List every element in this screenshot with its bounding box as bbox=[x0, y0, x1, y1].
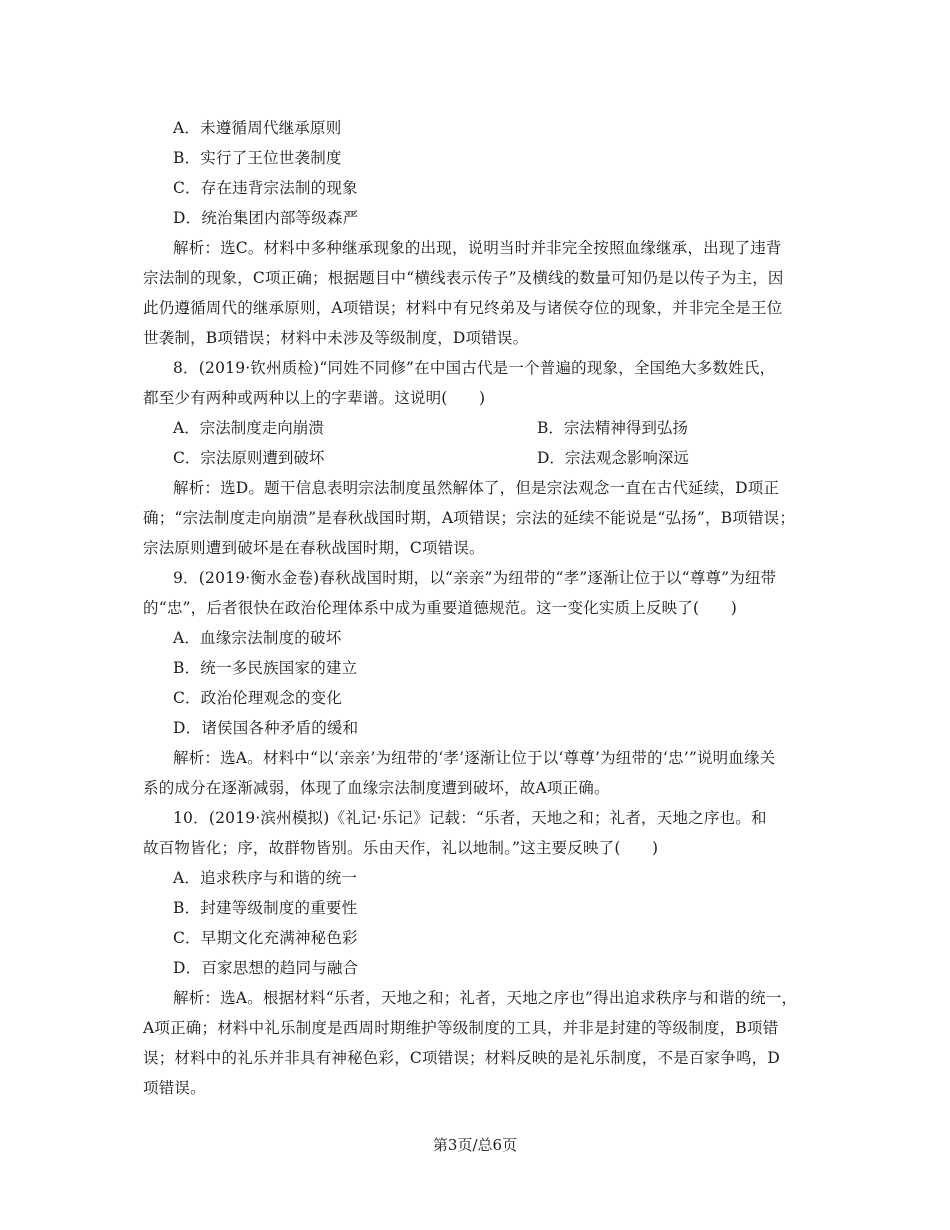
q8-option-a: A．宗法制度走向崩溃 bbox=[173, 419, 324, 437]
q8-analysis-line: 宗法原则遭到破坏是在春秋战国时期，C项错误。 bbox=[143, 539, 485, 557]
q10-option-b: B．封建等级制度的重要性 bbox=[173, 899, 358, 917]
q8-option-d: D．宗法观念影响深远 bbox=[537, 449, 689, 467]
q7-option-d: D．统治集团内部等级森严 bbox=[173, 209, 359, 227]
q9-stem-line: 9．(2019·衡水金卷)春秋战国时期，以“亲亲”为纽带的“孝”逐渐让位于以“尊尊”为纽带 bbox=[173, 569, 777, 587]
q8-option-b: B．宗法精神得到弘扬 bbox=[537, 419, 688, 437]
q10-stem-line: 故百物皆化；序，故群物皆别。乐由天作，礼以地制。”这主要反映了( ) bbox=[143, 839, 659, 857]
q10-analysis-line: 误；材料中的礼乐并非具有神秘色彩，C项错误；材料反映的是礼乐制度，不是百家争鸣，D bbox=[143, 1049, 780, 1067]
q7-option-a: A．未遵循周代继承原则 bbox=[173, 119, 342, 137]
q9-analysis-line: 系的成分在逐渐减弱，体现了血缘宗法制度遭到破坏，故A项正确。 bbox=[143, 779, 610, 797]
q10-stem-line: 10．(2019·滨州模拟)《礼记·乐记》记载：“乐者，天地之和；礼者，天地之序也。和 bbox=[173, 809, 767, 827]
q10-analysis-line: 项错误。 bbox=[143, 1079, 206, 1097]
page-number: 第3页/总6页 bbox=[432, 1136, 518, 1154]
q10-option-a: A．追求秩序与和谐的统一 bbox=[173, 869, 358, 887]
q9-option-a: A．血缘宗法制度的破坏 bbox=[173, 629, 342, 647]
q9-analysis-line: 解析：选A。材料中“以‘亲亲’为纽带的‘孝’逐渐让位于以‘尊尊’为纽带的‘忠’”说明血缘关 bbox=[173, 749, 776, 767]
q8-stem-line: 都至少有两种或两种以上的字辈谱。这说明( ) bbox=[143, 389, 486, 407]
q9-option-c: C．政治伦理观念的变化 bbox=[173, 689, 343, 707]
q9-option-d: D．诸侯国各种矛盾的缓和 bbox=[173, 719, 359, 737]
q9-stem-line: 的“忠”，后者很快在政治伦理体系中成为重要道德规范。这一变化实质上反映了( ) bbox=[143, 599, 737, 617]
q10-option-d: D．百家思想的趋同与融合 bbox=[173, 959, 359, 977]
q9-option-b: B．统一多民族国家的建立 bbox=[173, 659, 358, 677]
q10-option-c: C．早期文化充满神秘色彩 bbox=[173, 929, 358, 947]
q7-analysis-line: 解析：选C。材料中多种继承现象的出现，说明当时并非完全按照血缘继承，出现了违背 bbox=[173, 239, 782, 257]
q8-analysis-line: 解析：选D。题干信息表明宗法制度虽然解体了，但是宗法观念一直在古代延续，D项正 bbox=[173, 479, 780, 497]
q7-analysis-line: 宗法制的现象，C项正确；根据题目中“横线表示传子”及横线的数量可知仍是以传子为主，因 bbox=[143, 269, 784, 287]
q8-stem-line: 8．(2019·钦州质检)“同姓不同修”在中国古代是一个普遍的现象，全国绝大多数姓氏， bbox=[173, 359, 776, 377]
q7-option-b: B．实行了王位世袭制度 bbox=[173, 149, 342, 167]
q10-analysis-line: 解析：选A。根据材料“乐者，天地之和；礼者，天地之序也”得出追求秩序与和谐的统一， bbox=[173, 989, 798, 1007]
q7-analysis-line: 此仍遵循周代的继承原则，A项错误；材料中有兄终弟及与诸侯夺位的现象，并非完全是王位 bbox=[143, 299, 783, 317]
q8-option-c: C．宗法原则遭到破坏 bbox=[173, 449, 325, 467]
q8-analysis-line: 确；“宗法制度走向崩溃”是春秋战国时期，A项错误；宗法的延续不能说是“弘扬”，B项错误； bbox=[143, 509, 796, 527]
q7-option-c: C．存在违背宗法制的现象 bbox=[173, 179, 358, 197]
q7-analysis-line: 世袭制，B项错误；材料中未涉及等级制度，D项错误。 bbox=[143, 329, 529, 347]
q10-analysis-line: A项正确；材料中礼乐制度是西周时期维护等级制度的工具，并非是封建的等级制度，B项错 bbox=[143, 1019, 779, 1037]
